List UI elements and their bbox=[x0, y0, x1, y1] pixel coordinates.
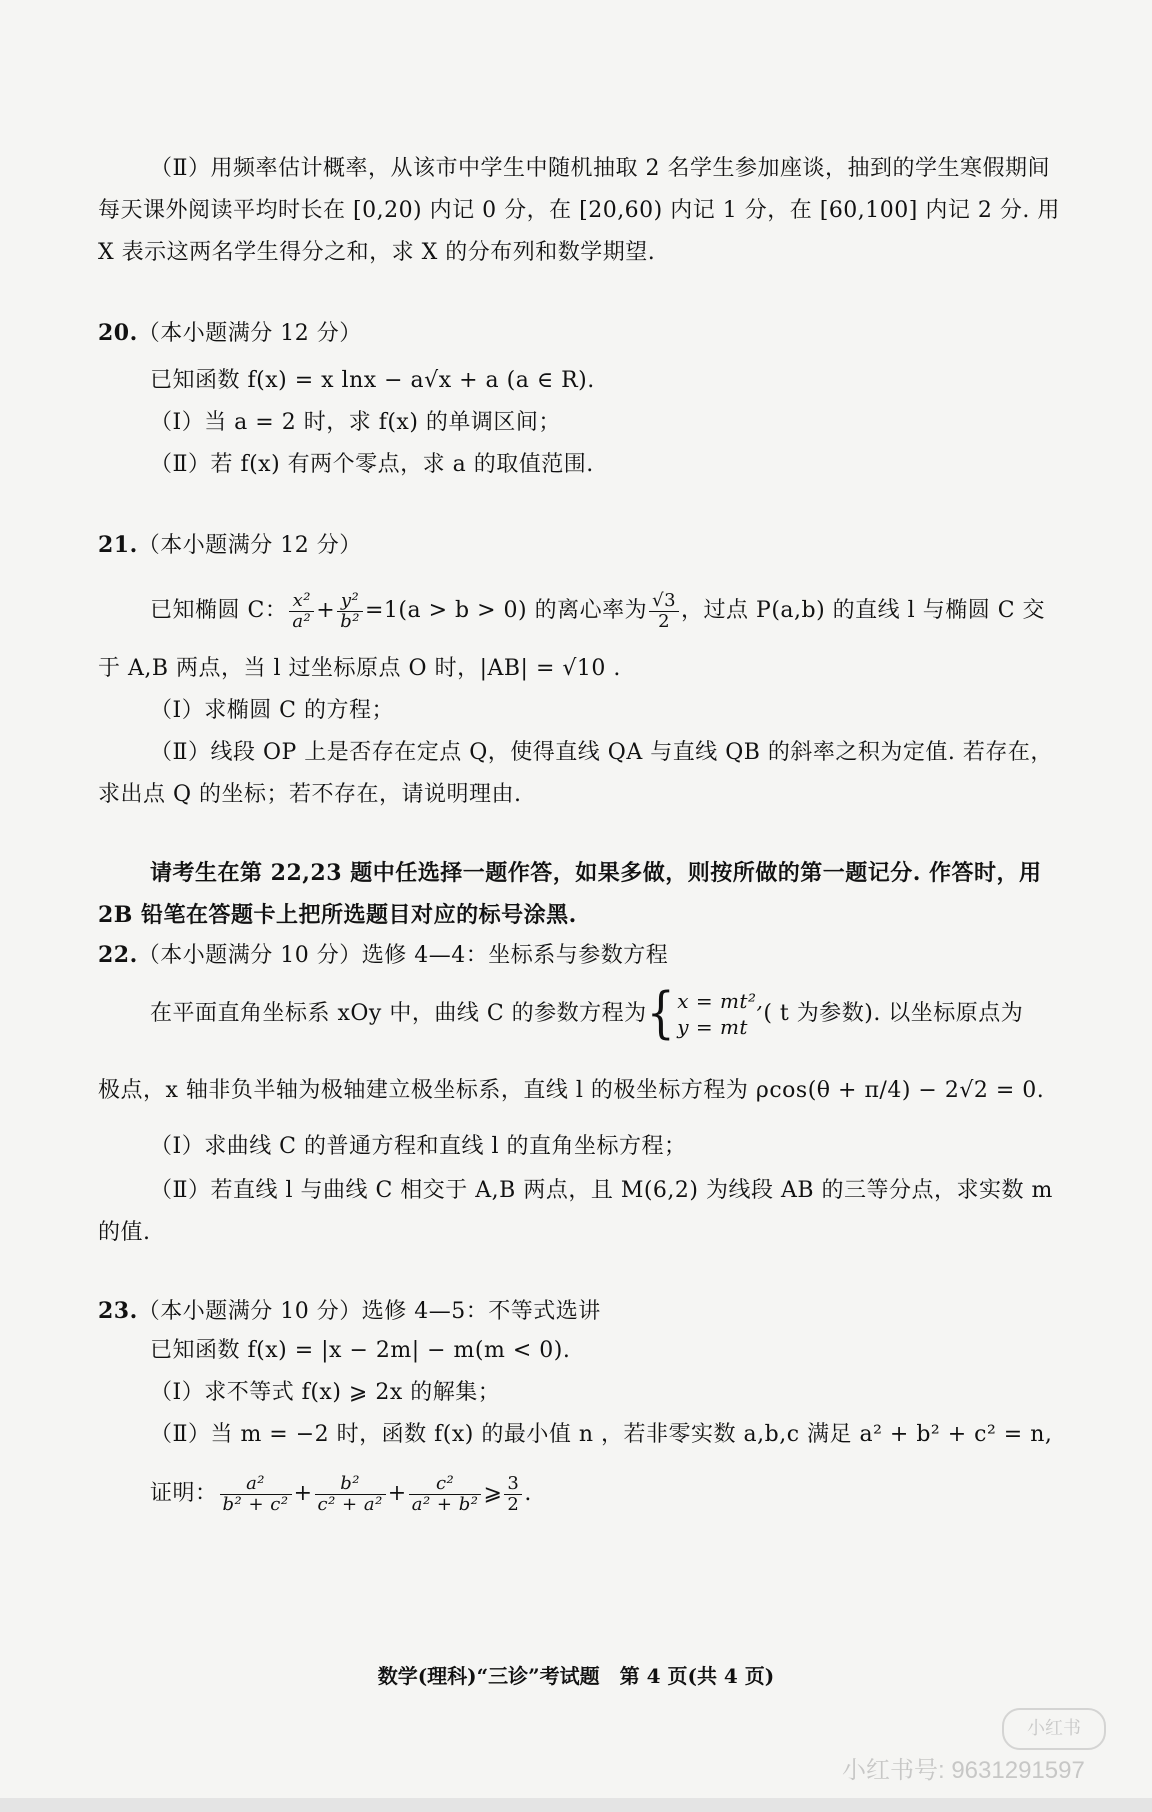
q22-parametric-cases: x = mt², y = mt bbox=[677, 989, 764, 1039]
q22-stem-b: ( t 为参数). 以坐标原点为 bbox=[763, 1001, 1024, 1026]
q19-part2-line2: 每天课外阅读平均时长在 [0,20) 内记 0 分，在 [20,60) 内记 1 分，在 [60,100] 内记 2 分. 用 bbox=[98, 198, 1060, 223]
q22-line2: 极点，x 轴非负半轴为极轴建立极坐标系，直线 l 的极坐标方程为 ρcos(θ + π/4) − 2√2 = 0. bbox=[98, 1078, 1045, 1103]
q21-stem-a: 已知椭圆 C： bbox=[150, 598, 288, 623]
q21-stem-b: =1(a > b > 0) 的离心率为 bbox=[364, 598, 648, 623]
q21-line2: 于 A,B 两点，当 l 过坐标原点 O 时，|AB| = √10 . bbox=[98, 656, 621, 681]
curly-brace-icon: { bbox=[646, 981, 676, 1046]
q22-heading bbox=[98, 940, 668, 971]
q22-stem bbox=[150, 981, 1024, 1046]
q21-heading bbox=[98, 530, 362, 561]
q21-frac-x: $\frac{\text{x²}}{\text{a²}}$ bbox=[289, 591, 314, 632]
q23-proof bbox=[150, 1466, 532, 1522]
page-footer: 数学(理科)“三诊”考试题 第 4 页(共 4 页) bbox=[377, 1664, 775, 1688]
q20-part2: （Ⅱ）若 f(x) 有两个零点，求 a 的取值范围. bbox=[150, 452, 594, 477]
q20-part1: （Ⅰ）当 a = 2 时，求 f(x) 的单调区间； bbox=[150, 410, 561, 435]
period: . bbox=[524, 1481, 532, 1506]
q22-part2-line2: 的值. bbox=[98, 1220, 151, 1245]
q21-frac-y: $\frac{\text{y²}}{\text{b²}}$ bbox=[337, 591, 363, 632]
q19-part2-line3: X 表示这两名学生得分之和，求 X 的分布列和数学期望. bbox=[98, 240, 656, 265]
geq-sign: ⩾ bbox=[483, 1481, 503, 1506]
q20-number: 20. bbox=[98, 320, 138, 346]
q21-part2-line2: 求出点 Q 的坐标；若不存在，请说明理由. bbox=[98, 782, 522, 807]
q21-stem-c: ，过点 P(a,b) 的直线 l 与椭圆 C 交 bbox=[681, 598, 1046, 623]
q23-stem: 已知函数 f(x) = |x − 2m| − m(m < 0). bbox=[150, 1338, 571, 1363]
q23-part1: （Ⅰ）求不等式 f(x) ⩾ 2x 的解集； bbox=[150, 1380, 501, 1405]
q22-part1: （Ⅰ）求曲线 C 的普通方程和直线 l 的直角坐标方程； bbox=[150, 1134, 687, 1159]
instruction-line2: 2B 铅笔在答题卡上把所选题目对应的标号涂黑. bbox=[98, 902, 577, 928]
q21-part1: （Ⅰ）求椭圆 C 的方程； bbox=[150, 698, 395, 723]
watermark-logo: 小红书 bbox=[1002, 1708, 1106, 1750]
q19-part2-line1: （Ⅱ）用频率估计概率，从该市中学生中随机抽取 2 名学生参加座谈，抽到的学生寒假期间 bbox=[150, 156, 1050, 181]
q22-stem-a: 在平面直角坐标系 xOy 中，曲线 C 的参数方程为 bbox=[150, 1001, 647, 1026]
q23-frac-c: $\frac{\text{c²}}{\text{a² + b²}}$ bbox=[409, 1474, 482, 1515]
q23-frac-result: $\frac{3}{2}$ bbox=[504, 1474, 522, 1515]
watermark-text: 小红书号: 9631291597 bbox=[842, 1757, 1085, 1784]
q21-number: 21. bbox=[98, 532, 138, 558]
q20-header: （本小题满分 12 分） bbox=[137, 321, 362, 346]
q23-frac-b: $\frac{\text{b²}}{\text{c² + a²}}$ bbox=[315, 1474, 386, 1515]
instruction-line1: 请考生在第 22,23 题中任选择一题作答，如果多做，则按所做的第一题记分. 作答时，用 bbox=[150, 860, 1042, 886]
q23-number: 23. bbox=[98, 1298, 138, 1324]
q23-proof-label: 证明： bbox=[150, 1481, 218, 1506]
q22-part2-line1: （Ⅱ）若直线 l 与曲线 C 相交于 A,B 两点，且 M(6,2) 为线段 AB 的三等分点，求实数 m bbox=[150, 1178, 1053, 1203]
q21-header: （本小题满分 12 分） bbox=[137, 533, 362, 558]
q21-part2-line1: （Ⅱ）线段 OP 上是否存在定点 Q，使得直线 QA 与直线 QB 的斜率之积为定值. 若存在， bbox=[150, 740, 1053, 765]
q21-eccentricity: $\frac{√3}{2}$ bbox=[649, 591, 679, 632]
q20-stem: 已知函数 f(x) = x lnx − a√x + a (a ∈ R). bbox=[150, 368, 595, 393]
plus-sign: + bbox=[293, 1481, 313, 1506]
q23-frac-a: $\frac{\text{a²}}{\text{b² + c²}}$ bbox=[220, 1474, 292, 1515]
q21-stem: 已知椭圆 C： $\frac{\text{x²}}{\text{a²}}$ + $\frac{\text{y²}}{\text{b²}}$ =1(a > b > 0) 的离心率为 $\frac{√3}{2}$ ，过点 P(a,b) 的直线 l 与椭圆 C 交 bbox=[150, 589, 1046, 632]
q23-part2: （Ⅱ）当 m = −2 时，函数 f(x) 的最小值 n ，若非零实数 a,b,c 满足 a² + b² + c² = n, bbox=[150, 1422, 1053, 1447]
plus-sign: + bbox=[387, 1481, 407, 1506]
q22-header: （本小题满分 10 分）选修 4—4：坐标系与参数方程 bbox=[137, 943, 669, 968]
q20-heading bbox=[98, 318, 362, 349]
q22-number: 22. bbox=[98, 942, 138, 968]
q23-header: （本小题满分 10 分）选修 4—5：不等式选讲 bbox=[137, 1299, 601, 1324]
bottom-bar bbox=[0, 1798, 1152, 1812]
q23-heading bbox=[98, 1296, 601, 1327]
